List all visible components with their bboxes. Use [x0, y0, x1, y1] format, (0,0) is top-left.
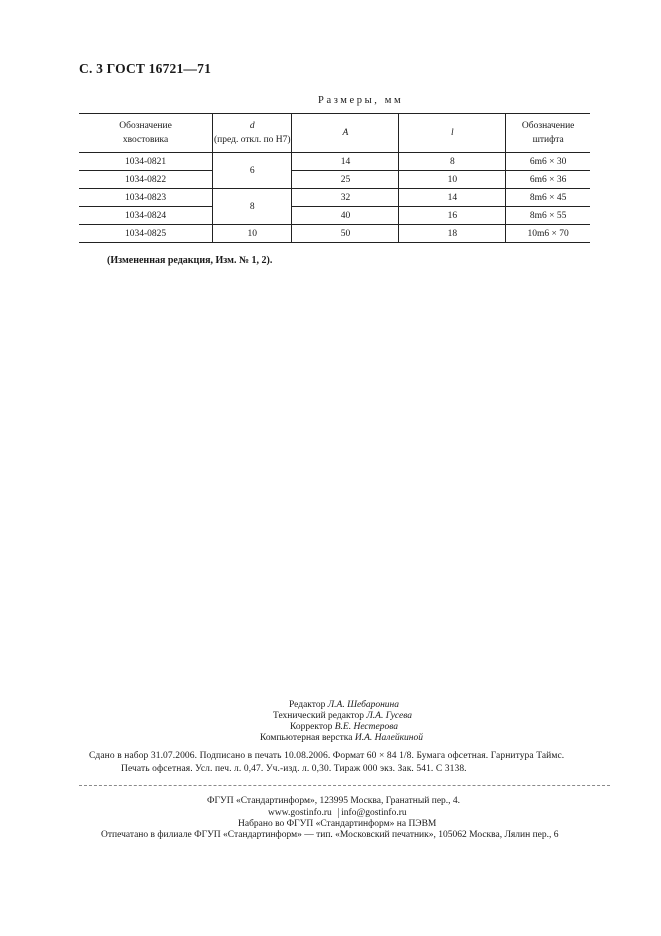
cell-code: 1034-0823	[79, 189, 213, 207]
cell-d: 6	[213, 153, 292, 189]
cell-d: 8	[213, 189, 292, 225]
credit-corrector	[290, 722, 398, 732]
header-a-symbol: A	[342, 128, 349, 138]
header-pin-code-line1: Обозначение	[521, 121, 575, 131]
cell-pin: 10m6 × 70	[506, 225, 590, 243]
credit-layout-name: И.А. Налейкиной	[354, 733, 423, 743]
table-row	[79, 189, 590, 207]
credit-layout	[260, 733, 423, 743]
header-l	[399, 114, 506, 153]
credit-editor	[289, 700, 399, 710]
credit-layout-label: Компьютерная верстка	[260, 733, 353, 743]
credit-tech-editor-label: Технический редактор	[273, 711, 364, 721]
page-title: С. 3 ГОСТ 16721—71	[79, 61, 212, 76]
header-d-symbol: d	[249, 121, 255, 131]
table-row	[79, 171, 590, 189]
table-row	[79, 153, 590, 171]
header-d-tolerance: (пред. откл. по H7)	[214, 135, 291, 145]
publisher-address: ФГУП «Стандартинформ», 123995 Москва, Гранатный пер., 4.	[207, 796, 461, 806]
cell-pin: 6m6 × 30	[506, 153, 590, 171]
cell-l: 10	[399, 171, 506, 189]
amendment-note: (Измененная редакция, Изм. № 1, 2).	[107, 255, 273, 266]
header-shank-code-line2: хвостовика	[122, 135, 169, 145]
credit-corrector-name: В.Е. Нестерова	[334, 722, 399, 732]
print-info-line1: Сдано в набор 31.07.2006. Подписано в печать 10.08.2006. Формат 60 × 84 1/8. Бумага офсетная. Гарнитура Таймс.	[89, 751, 565, 761]
table-row	[79, 225, 590, 243]
cell-a: 14	[292, 153, 399, 171]
publisher-email-link[interactable]: info@gostinfo.ru	[338, 808, 406, 818]
credit-tech-editor-name: Л.А. Гусева	[366, 711, 413, 721]
credit-corrector-label: Корректор	[290, 722, 333, 732]
publisher-contacts	[268, 808, 407, 818]
header-shank-code-line1: Обозначение	[119, 121, 172, 131]
credit-tech-editor	[273, 711, 412, 721]
cell-pin: 8m6 × 55	[506, 207, 590, 225]
dashed-divider	[79, 785, 610, 786]
table-caption: Размеры, мм	[318, 95, 404, 106]
cell-a: 40	[292, 207, 399, 225]
print-info-line2: Печать офсетная. Усл. печ. л. 0,47. Уч.-изд. л. 0,30. Тираж 000 экз. Зак. 541. С 3138.	[121, 764, 467, 774]
cell-code: 1034-0825	[79, 225, 213, 243]
cell-d: 10	[213, 225, 292, 243]
cell-a: 25	[292, 171, 399, 189]
cell-l: 16	[399, 207, 506, 225]
cell-l: 14	[399, 189, 506, 207]
publisher-typeset: Набрано во ФГУП «Стандартинформ» на ПЭВМ	[238, 819, 437, 829]
cell-code: 1034-0821	[79, 153, 213, 171]
header-shank-code	[79, 114, 213, 153]
publisher-site-link[interactable]: www.gostinfo.ru	[268, 808, 332, 818]
credit-editor-name: Л.А. Шебаронина	[327, 700, 400, 710]
credit-editor-label: Редактор	[289, 700, 326, 710]
header-pin-code-line2: штифта	[532, 135, 564, 145]
cell-a: 50	[292, 225, 399, 243]
cell-pin: 8m6 × 45	[506, 189, 590, 207]
cell-l: 18	[399, 225, 506, 243]
header-a	[292, 114, 399, 153]
cell-code: 1034-0822	[79, 171, 213, 189]
dimensions-table	[79, 113, 590, 243]
header-pin-code	[506, 114, 590, 153]
cell-pin: 6m6 × 36	[506, 171, 590, 189]
cell-code: 1034-0824	[79, 207, 213, 225]
header-d	[213, 114, 292, 153]
table-header-row	[79, 114, 590, 153]
table-row	[79, 207, 590, 225]
cell-a: 32	[292, 189, 399, 207]
cell-l: 8	[399, 153, 506, 171]
header-l-symbol: l	[451, 128, 454, 138]
publisher-printed: Отпечатано в филиале ФГУП «Стандартинформ» — тип. «Московский печатник», 105062 Москва, Лялин пер., 6	[101, 830, 559, 840]
